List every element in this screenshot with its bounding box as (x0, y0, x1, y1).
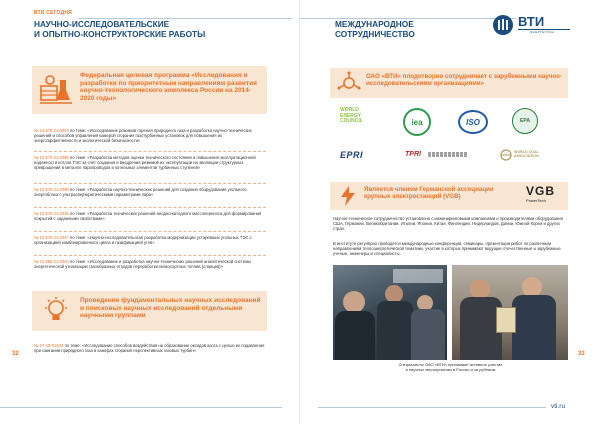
logo-world-coal-association: WORLD COAL ASSOCIATION (500, 148, 560, 162)
logo-iso: ISO (458, 110, 488, 134)
logo-iea: iea (403, 108, 431, 136)
right-page-heading: МЕЖДУНАРОДНОЕ СОТРУДНИЧЕСТВО (335, 19, 415, 39)
project-entry: № 14.579.21.0003 по теме: «Исследование режимов горения природного газа и разработка научно-технических решений и способов управления камерой сгорания газотурбинных установок для повышения их энергоэффективности и экологической безопасности» (34, 128, 252, 144)
vti-logo: ВТИ ЭНЕРГЕТИКА (492, 14, 572, 36)
page-number: 32 (12, 351, 19, 357)
section-tag: ВТИ СЕГОДНЯ (34, 10, 72, 16)
paragraph-conferences: В институте регулярно проводятся международные конференции, семинары, презентации работ по различным направлениям теплоэнергетической тематики, участие в которых принимают ведущие отечественные и зарубежные ученые, инженеры и специалисты. (333, 241, 561, 257)
conference-photo (333, 265, 447, 360)
divider (34, 207, 266, 208)
program-title: Федеральная целевая программа «Исследования и разработки по приоритетным направлениям развития научно-технологического комплекса России на 2014-2020 годы» (80, 72, 257, 102)
project-entry: № 14.576.21.0037 по теме: «Научно-исследовательская разработка модернизации устаревших угольных ТЭС с организацией комбинированного цикла и газификацией угля» (34, 235, 252, 246)
research-icon (36, 70, 76, 110)
divider (34, 183, 266, 184)
logo-tpri-cn (428, 152, 468, 157)
divider (34, 255, 266, 256)
award-photo (452, 265, 568, 360)
project-entry: № 14.576.21.0035 по теме: «Разработка технических решений анодно-катодного массопереноса для формирования покрытий с заданными свойствами» (34, 211, 262, 222)
fundamental-title: Проведение фундаментальных научных исследований и поисковых научных исследований отдельными научными группами (80, 297, 261, 320)
lightning-icon (337, 185, 359, 207)
footer-rule (318, 407, 546, 408)
logo-tpri: TPRI (405, 151, 421, 158)
project-entry: № 14.579.21.0085 по теме: «Разработка методов оценки технического состояния и повышения эксплуатационной надежности котлов ТЭС за счет создания и внедрения режимов их эксплуатации на эволюции структурных превращений в металле паропроводов и котельных элементов турбинных ступеней» (34, 155, 256, 171)
globe-network-icon (336, 70, 362, 96)
footer-rule (0, 407, 282, 408)
paragraph-cooperation: Научно-техническое сотрудничество установлено с инжиниринговыми компаниями и производителями оборудования США, Германии, Великобритании, Италии, Японии, Китая, Финляндии, Нидерландов, Дании, Южной Кореи и других стран. (333, 216, 563, 232)
logo-epa: EPA (512, 108, 538, 134)
divider (34, 151, 266, 152)
lightbulb-icon (38, 294, 74, 328)
vti-emblem-icon (492, 14, 514, 36)
page-number: 33 (578, 351, 585, 357)
coal-globe-icon (500, 149, 512, 161)
project-entry: № 17-19-01543 по теме: «Исследование способов воздействия на образование оксидов азота с целью их подавления при сжигании природного газа в камерах сгорания перспективных газовых турбин» (34, 343, 265, 354)
vgb-member-title: Является членом Германской ассоциации крупных электростанций (VGB) (364, 186, 494, 201)
project-entry: № 14.576.21.0098 по теме: «Разработка научно-технических решений для создания оборудования угольного энергоблока с ультрасверхкритическими параметрами пара» (34, 187, 247, 198)
left-page-heading: НАУЧНО-ИССЛЕДОВАТЕЛЬСКИЕ И ОПЫТНО-КОНСТРУКТОРСКИЕ РАБОТЫ (34, 19, 206, 39)
right-page (300, 0, 600, 424)
logo-world-energy-council: WORLD ENERGY COUNCIL (340, 107, 363, 125)
photo-caption: Специалисты ОАО «ВТИ» принимают активное участие в научных мероприятиях в России и за рубежом (398, 362, 503, 372)
vgb-logo: VGB PowerTech (526, 184, 556, 203)
site-link[interactable]: vti.ru (551, 403, 566, 410)
divider (34, 231, 266, 232)
project-entry: № 14.588.21.0003 по теме: «Исследование и разработка научно-технических решений аналитической системы энергетической утилизации газообразных отходов переработки низкосортных топлив (сланцев)» (34, 259, 251, 270)
logo-epri: EPRI (340, 150, 364, 160)
cooperation-title: ОАО «ВТИ» плодотворно сотрудничает с зарубежными научно-исследовательскими организациями» (366, 73, 562, 88)
